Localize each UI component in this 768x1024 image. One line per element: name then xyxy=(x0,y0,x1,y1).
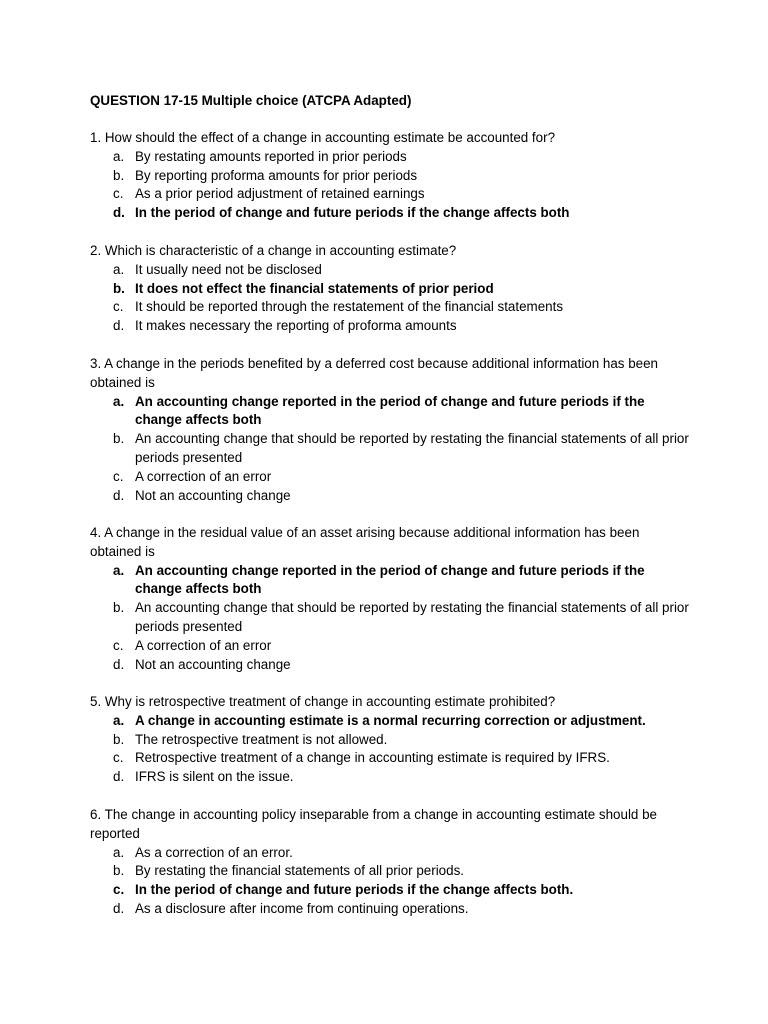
option-text: Not an accounting change xyxy=(135,487,291,503)
option-b xyxy=(90,599,690,637)
option-d xyxy=(90,317,690,336)
option-text: As a correction of an error. xyxy=(135,844,293,860)
option-a xyxy=(90,261,690,280)
option-text: An accounting change reported in the period of change and future periods if the change affects both xyxy=(135,393,645,428)
answer-options xyxy=(90,261,690,336)
option-text: It should be reported through the restatement of the financial statements xyxy=(135,299,564,315)
option-a xyxy=(90,844,690,863)
option-c-correct xyxy=(90,881,690,900)
option-text: A correction of an error xyxy=(135,468,272,484)
option-text: In the period of change and future periods if the change affects both xyxy=(135,205,570,221)
option-text: The retrospective treatment is not allowed. xyxy=(135,731,388,747)
option-letter: c. xyxy=(113,750,124,766)
question-4 xyxy=(90,524,690,674)
option-text: Not an accounting change xyxy=(135,656,291,672)
answer-options xyxy=(90,562,690,675)
option-c xyxy=(90,749,690,768)
option-letter: b. xyxy=(113,431,125,447)
question-6 xyxy=(90,806,690,919)
question-5 xyxy=(90,693,690,787)
option-a-correct xyxy=(90,393,690,431)
question-text: 5. Why is retrospective treatment of change in accounting estimate prohibited? xyxy=(90,694,556,709)
option-letter: b. xyxy=(113,280,125,296)
question-text: 1. How should the effect of a change in accounting estimate be accounted for? xyxy=(90,130,556,145)
option-text: By restating amounts reported in prior periods xyxy=(135,148,407,164)
option-d xyxy=(90,768,690,787)
option-text: An accounting change that should be reported by restating the financial statements of all prior periods presented xyxy=(135,600,689,634)
option-a-correct xyxy=(90,562,690,600)
option-letter: a. xyxy=(113,712,125,728)
option-b xyxy=(90,731,690,750)
option-d xyxy=(90,900,690,919)
option-letter: d. xyxy=(113,487,125,503)
option-c xyxy=(90,185,690,204)
option-d-correct xyxy=(90,204,690,223)
option-text: Retrospective treatment of a change in accounting estimate is required by IFRS. xyxy=(135,750,610,766)
question-2 xyxy=(90,242,690,336)
option-letter: c. xyxy=(113,186,124,202)
question-text: 3. A change in the periods benefited by a deferred cost because additional information has been obtained is xyxy=(90,356,659,390)
answer-options xyxy=(90,148,690,223)
option-text: As a prior period adjustment of retained earnings xyxy=(135,186,425,202)
option-b xyxy=(90,862,690,881)
option-letter: b. xyxy=(113,863,125,879)
question-1 xyxy=(90,129,690,223)
option-letter: a. xyxy=(113,261,125,277)
option-c xyxy=(90,298,690,317)
option-d xyxy=(90,487,690,506)
question-text: 6. The change in accounting policy inseparable from a change in accounting estimate should be reported xyxy=(90,807,657,841)
option-text: It usually need not be disclosed xyxy=(135,261,322,277)
option-letter: c. xyxy=(113,637,124,653)
option-text: A change in accounting estimate is a normal recurring correction or adjustment. xyxy=(135,712,646,728)
option-a-correct xyxy=(90,712,690,731)
option-letter: d. xyxy=(113,656,125,672)
option-a xyxy=(90,148,690,167)
page-title: QUESTION 17-15 Multiple choice (ATCPA Adapted) xyxy=(90,93,412,108)
option-letter: a. xyxy=(113,148,125,164)
option-letter: c. xyxy=(113,882,125,898)
option-letter: b. xyxy=(113,600,125,616)
option-text: By reporting proforma amounts for prior periods xyxy=(135,167,418,183)
option-letter: a. xyxy=(113,393,125,409)
option-letter: b. xyxy=(113,167,125,183)
option-b xyxy=(90,430,690,468)
option-b-correct xyxy=(90,280,690,299)
option-text: It does not effect the financial statements of prior period xyxy=(135,280,494,296)
answer-options xyxy=(90,844,690,919)
question-text: 4. A change in the residual value of an asset arising because additional information has been obtained is xyxy=(90,525,640,559)
option-c xyxy=(90,468,690,487)
option-letter: d. xyxy=(113,318,125,334)
option-letter: d. xyxy=(113,769,125,785)
option-letter: b. xyxy=(113,731,125,747)
option-text: An accounting change reported in the period of change and future periods if the change affects both xyxy=(135,562,645,597)
option-text: In the period of change and future periods if the change affects both. xyxy=(135,882,574,898)
question-text: 2. Which is characteristic of a change in accounting estimate? xyxy=(90,243,457,258)
option-letter: a. xyxy=(113,562,125,578)
option-letter: a. xyxy=(113,844,125,860)
option-text: By restating the financial statements of all prior periods. xyxy=(135,863,464,879)
question-3 xyxy=(90,355,690,505)
option-letter: c. xyxy=(113,299,124,315)
option-b xyxy=(90,167,690,186)
option-text: It makes necessary the reporting of proforma amounts xyxy=(135,318,457,334)
option-text: A correction of an error xyxy=(135,637,272,653)
option-text: As a disclosure after income from continuing operations. xyxy=(135,900,469,916)
option-text: An accounting change that should be reported by restating the financial statements of all prior periods presented xyxy=(135,431,689,465)
option-d xyxy=(90,656,690,675)
option-c xyxy=(90,637,690,656)
option-letter: d. xyxy=(113,205,125,221)
answer-options xyxy=(90,393,690,506)
option-letter: d. xyxy=(113,900,125,916)
answer-options xyxy=(90,712,690,787)
option-text: IFRS is silent on the issue. xyxy=(135,769,294,785)
option-letter: c. xyxy=(113,468,124,484)
